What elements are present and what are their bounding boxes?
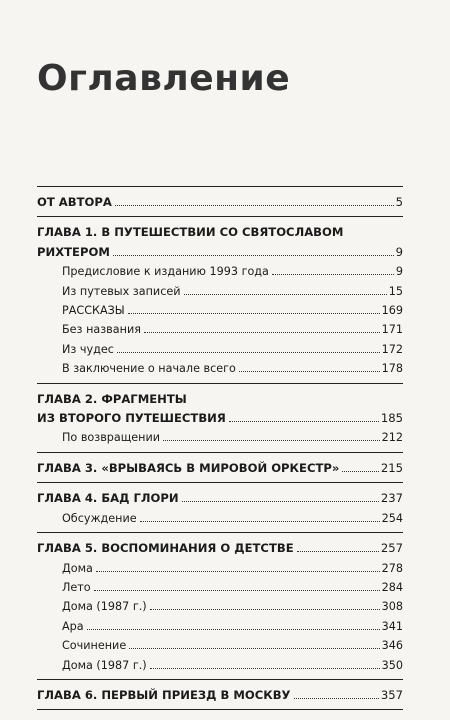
toc-entry-page: 308 [381,600,403,614]
leader-dots [129,648,379,649]
toc-entry-label: ГЛАВА 6. ПЕРВЫЙ ПРИЕЗД В МОСКВУ [37,687,291,702]
toc-entry-label: ОТ АВТОРА [37,195,112,209]
toc-entry-label: Дома (1987 г.) [62,600,147,614]
leader-dots [117,352,380,353]
divider [37,216,403,217]
toc-entry-page: 169 [381,304,403,318]
toc-subentry[interactable] [37,597,403,616]
leader-dots [182,501,379,502]
toc-entry-label: Сочинение [62,639,127,653]
toc-subentry[interactable] [37,359,403,378]
toc-entry-label: По возвращении [62,431,161,445]
toc-subentry[interactable] [37,262,403,281]
toc-entry-page: 357 [380,687,403,702]
toc-entry-page: 257 [380,541,403,556]
toc-entry-page: 254 [381,511,403,525]
toc-entry-page: 171 [381,323,403,337]
toc-entry-label: ИЗ ВТОРОГО ПУТЕШЕСТВИЯ [37,411,226,426]
toc-entry-author[interactable] [37,193,403,212]
leader-dots [140,521,380,522]
leader-dots [342,471,379,472]
toc-entry-page: 185 [380,411,403,426]
leader-dots [294,698,379,699]
toc-subentry[interactable] [37,340,403,359]
toc-chapter-4[interactable] [37,489,403,508]
toc-subentry[interactable] [37,320,403,339]
toc-entry-label: ГЛАВА 5. ВОСПОМИНАНИЯ О ДЕТСТВЕ [37,541,294,556]
leader-dots [297,551,379,552]
toc-entry-page: 350 [381,658,403,672]
divider [37,383,403,384]
toc-entry-label: РИХТЕРОМ [37,244,110,259]
toc-entry-page: 341 [381,619,403,633]
toc-entry-page: 237 [380,491,403,506]
leader-dots [115,205,394,206]
divider [37,709,403,710]
toc-subentry[interactable] [37,428,403,447]
leader-dots [128,313,380,314]
toc-entry-label: Ара [62,619,84,633]
toc-entry-label: Лето [62,580,91,594]
toc-entry-page: 9 [395,244,403,259]
toc-entry-label: Предисловие к изданию 1993 года [62,265,269,279]
divider [37,452,403,453]
toc-chapter-3[interactable] [37,459,403,478]
toc-entry-label: Дома (1987 г.) [62,658,147,672]
leader-dots [144,332,380,333]
leader-dots [113,255,394,256]
toc-subentry[interactable] [37,282,403,301]
toc-entry-label: ГЛАВА 3. «ВРЫВАЯСЬ В МИРОВОЙ ОРКЕСТР» [37,460,340,475]
toc-entry-label: ГЛАВА 4. БАД ГЛОРИ [37,491,179,506]
divider [37,679,403,680]
toc-entry-page: 5 [395,195,403,209]
toc-entry-label: Обсуждение [62,511,137,525]
toc-subentry[interactable] [37,578,403,597]
toc-chapter-1-title-line[interactable]: ГЛАВА 1. В ПУТЕШЕСТВИИ СО СВЯТОСЛАВОМ [37,225,344,240]
toc-subentry[interactable] [37,617,403,636]
leader-dots [239,371,380,372]
toc-chapter-1[interactable] [37,243,403,262]
toc-entry-label: РАССКАЗЫ [62,304,125,318]
toc-entry-label: Без названия [62,323,141,337]
toc-subentry[interactable] [37,509,403,528]
toc-chapter-2-title-line[interactable]: ГЛАВА 2. ФРАГМЕНТЫ [37,391,187,406]
toc-entry-page: 178 [381,362,403,376]
leader-dots [150,668,380,669]
toc-entry-page: 346 [381,639,403,653]
toc-entry-label: Из путевых записей [62,284,181,298]
toc-subentry[interactable] [37,656,403,675]
leader-dots [87,629,380,630]
toc-chapter-2[interactable] [37,409,403,428]
toc-entry-label: В заключение о начале всего [62,362,236,376]
toc-entry-label: Дома [62,561,93,575]
leader-dots [96,571,380,572]
toc-entry-page: 212 [381,431,403,445]
toc-entry-page: 172 [381,342,403,356]
toc-entry-page: 278 [381,561,403,575]
leader-dots [163,440,380,441]
leader-dots [272,274,394,275]
leader-dots [150,609,380,610]
leader-dots [94,590,380,591]
toc-entry-page: 9 [395,265,403,279]
page-title: Оглавление [37,58,291,99]
table-of-contents [37,182,403,716]
toc-entry-page: 284 [381,580,403,594]
toc-entry-page: 15 [388,284,403,298]
toc-subentry[interactable] [37,301,403,320]
toc-entry-label: Из чудес [62,342,114,356]
toc-chapter-6[interactable] [37,686,403,705]
divider [37,186,403,187]
toc-subentry[interactable] [37,636,403,655]
toc-subentry[interactable] [37,559,403,578]
leader-dots [184,294,387,295]
leader-dots [229,421,379,422]
toc-chapter-5[interactable] [37,539,403,558]
divider [37,482,403,483]
divider [37,532,403,533]
toc-entry-page: 215 [380,460,403,475]
